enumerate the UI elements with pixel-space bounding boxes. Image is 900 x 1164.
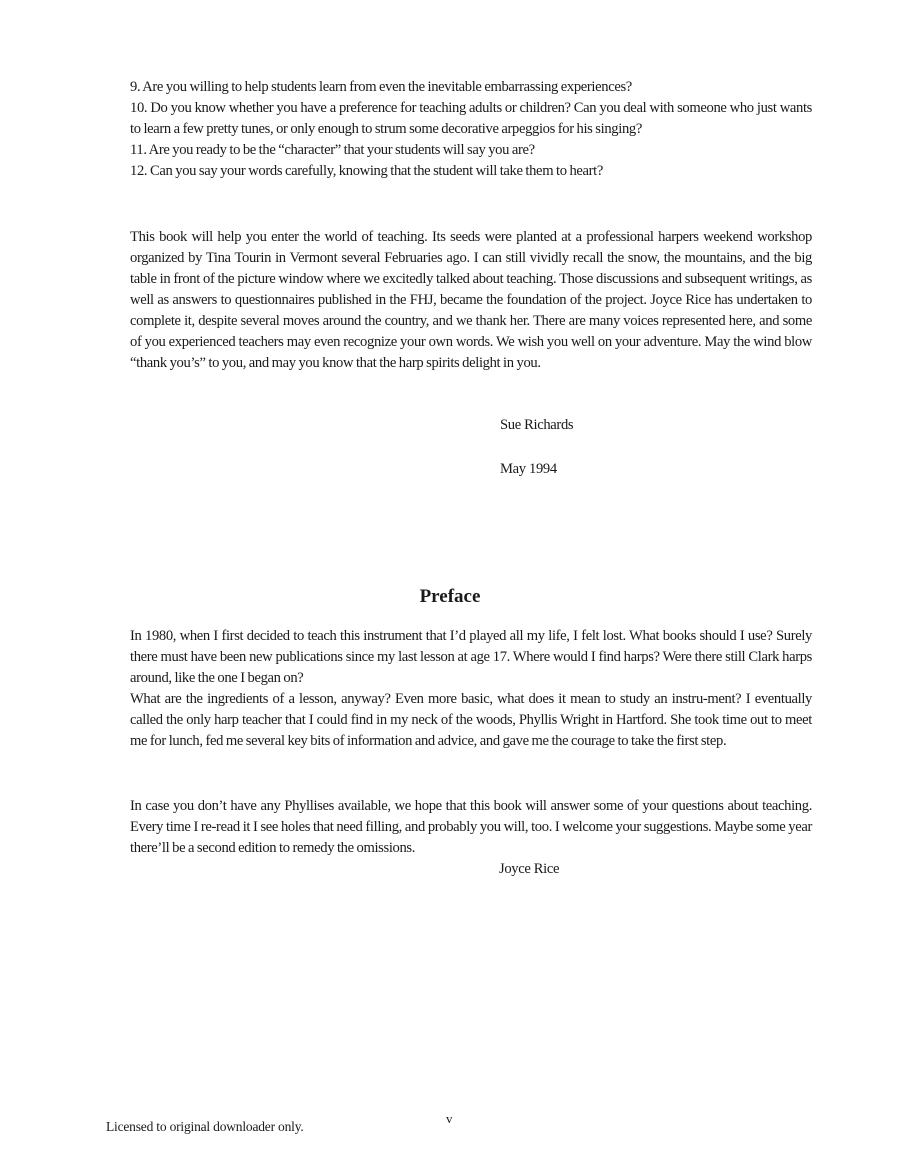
preface-paragraph-1 <box>130 626 812 752</box>
preface-text-1b: What are the ingredients of a lesson, anyway? Even more basic, what does it mean to study an instru-ment? I eventually called the only harp teacher that I could find in my neck of the woods, Phyllis Wright in Hartford. She took time out to meet me for lunch, fed me several key bits of information and advice, and gave me the courage to take the first step. <box>130 691 812 749</box>
question-10: 10. Do you know whether you have a preference for teaching adults or children? Can you deal with someone who just wants to learn a few pretty tunes, or only enough to strum some decorative arpeggios for his singing? <box>130 100 812 137</box>
license-notice: Licensed to original downloader only. <box>106 1119 304 1134</box>
page-number: v <box>446 1111 453 1126</box>
foreword-signature: Sue Richards <box>500 417 574 433</box>
preface-text-1a: In 1980, when I first decided to teach this instrument that I’d played all my life, I felt lost. What books should I use? Surely there must have been new publications since my last lesson at age 17. Where would I find harps? Were there still Clark harps around, like the one I began on? <box>130 628 812 686</box>
foreword-paragraph <box>130 227 812 374</box>
preface-signature: Joyce Rice <box>499 861 560 877</box>
preface-heading: Preface <box>419 586 481 607</box>
foreword-date: May 1994 <box>500 461 557 477</box>
question-11: 11. Are you ready to be the “character” that your students will say you are? <box>130 142 535 158</box>
foreword-text: This book will help you enter the world of teaching. Its seeds were planted at a professional harpers weekend workshop organized by Tina Tourin in Vermont several Februaries ago. I can still vividly recall the snow, the mountains, and the big table in front of the picture window where we excitedly talked about teaching. Those discussions and subsequent writings, as well as answers to questionnaires published in the FHJ, became the foundation of the project. Joyce Rice has undertaken to complete it, despite several moves around the country, and we thank her. There are many voices represented here, and some of you experienced teachers may even recognize your own words. We wish you well on your adventure. May the wind blow “thank you’s” to you, and may you know that the harp spirits delight in you. <box>130 229 812 371</box>
question-12: 12. Can you say your words carefully, knowing that the student will take them to heart? <box>130 163 603 179</box>
question-9: 9. Are you willing to help students learn from even the inevitable embarrassing experiences? <box>130 79 632 95</box>
question-list <box>130 77 812 182</box>
preface-paragraph-2 <box>130 796 812 859</box>
preface-text-2: In case you don’t have any Phyllises available, we hope that this book will answer some of your questions about teaching. Every time I re-read it I see holes that need filling, and probably you will, too. I welcome your suggestions. Maybe some year there’ll be a second edition to remedy the omissions. <box>130 798 812 856</box>
